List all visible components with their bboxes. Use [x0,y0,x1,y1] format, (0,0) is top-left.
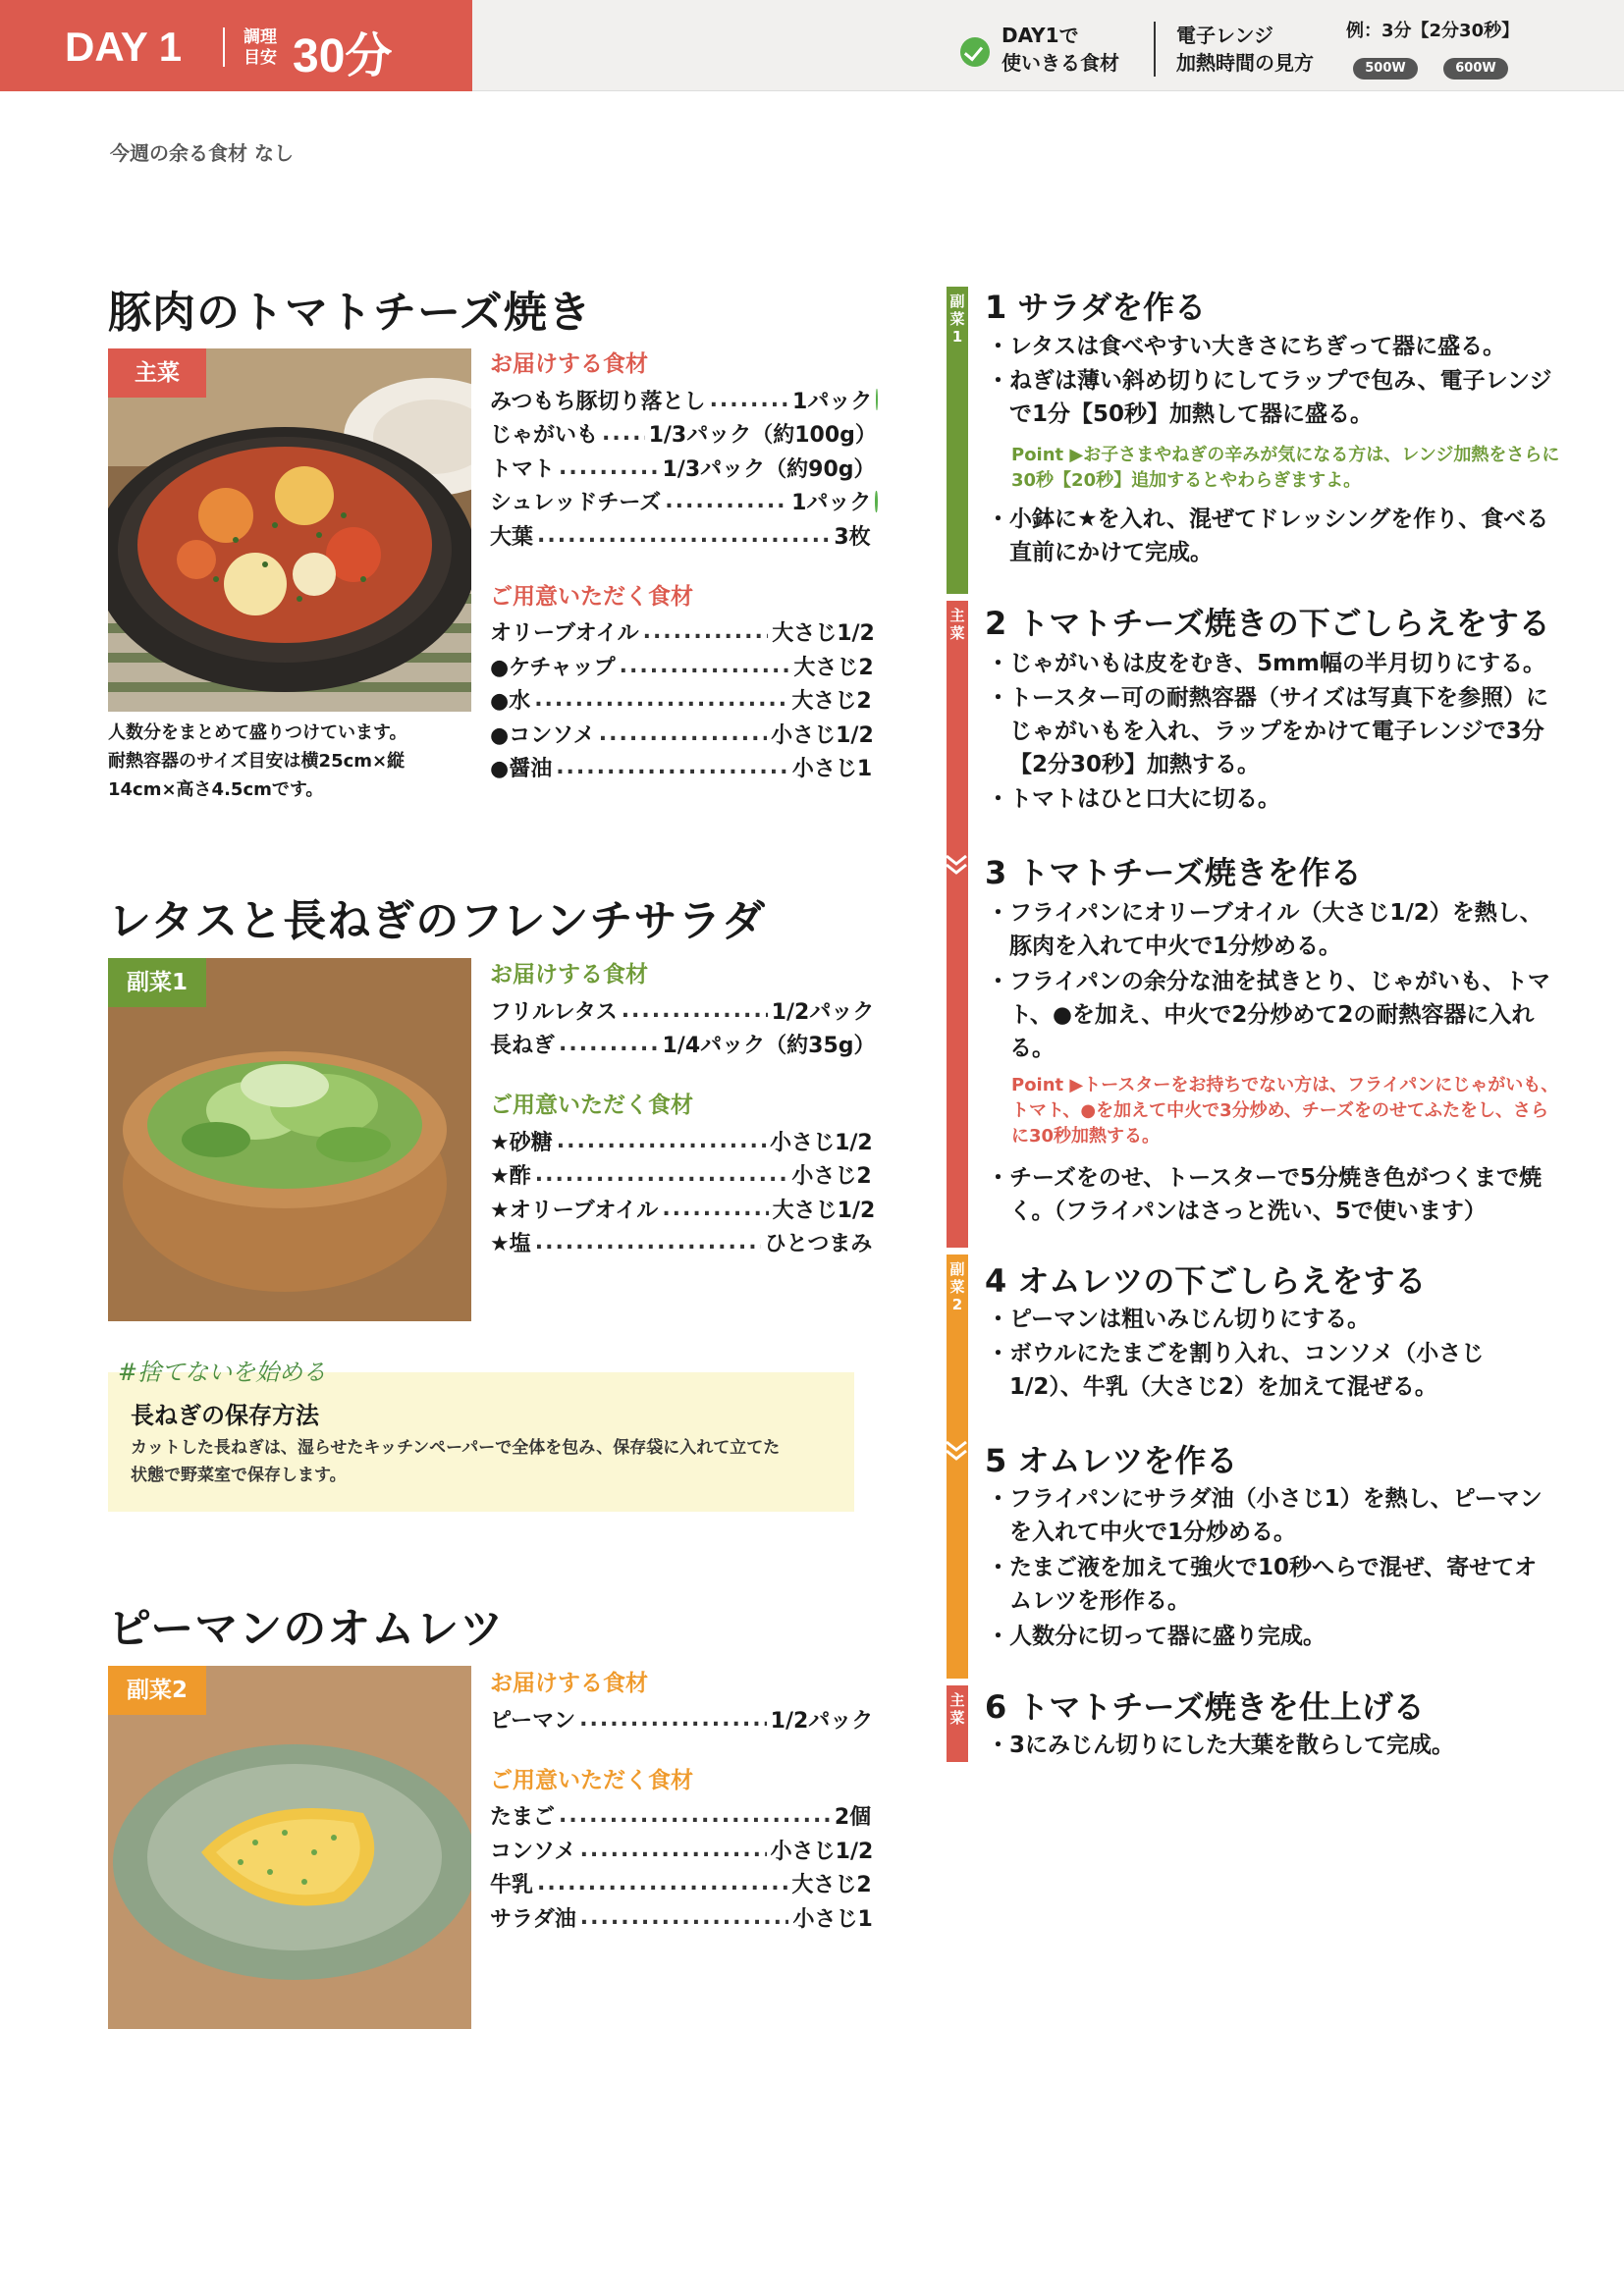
page-header [0,0,1624,91]
step-bullet: ・ レタスは食べやすい大きさにちぎって器に盛る。 [987,334,1506,359]
step-title: 6 トマトチーズ焼きを仕上げる [985,1688,1425,1726]
step-bullet: ・ フライパンにオリーブオイル（大さじ1/2）を熱し、豚肉を入れて中火で1分炒める。 [987,900,1543,959]
ingredient-row: シュレッドチーズ ..... 1パック [490,485,878,519]
leftover-ingredients: 今週の余る食材 なし [110,141,294,165]
ingredient-row: ★塩 ..... ひとつまみ [490,1226,878,1260]
ingredients-list [490,1665,878,1935]
ingredient-row: ●コンソメ ..... 小さじ1/2 [490,717,878,751]
ingredient-row: ●ケチャップ ..... 大さじ2 [490,649,878,683]
bar-label: 主菜 [949,1691,965,1727]
cook-time-label: 調理 目安 [244,27,277,68]
step-point: Point ▶お子さまやねぎの辛みが気になる方は、レンジ加熱をさらに30秒【20秒】追加するとやわらぎますよ。 [1011,445,1560,491]
ingredient-row: たまご ..... 2個 [490,1799,878,1834]
divider [1154,22,1156,77]
ingredient-row: フリルレタス ..... 1/2パック [490,993,878,1028]
bar-label: 副菜1 [949,293,965,346]
ingredient-row: みつもち豚切り落とし ..... 1パック [490,383,878,417]
caption-line: 14cm×高さ4.5cmです。 [108,779,324,800]
category-tag: 副菜2 [108,1666,206,1715]
timeline-bar [947,1685,968,1762]
category-tag: 主菜 [108,348,206,398]
timeline-bar [947,287,968,594]
recipe-title: ピーマンのオムレツ [108,1604,505,1654]
check-icon [875,491,878,512]
check-icon [876,389,878,410]
prepare-heading: ご用意いただく食材 [490,583,693,610]
microwave-label-1: 電子レンジ [1176,24,1273,47]
step-bullet: ・ 人数分に切って器に盛り完成。 [987,1624,1326,1649]
ingredient-row: コンソメ ..... 小さじ1/2 [490,1833,878,1867]
step-bullet: ・ ねぎは薄い斜め切りにしてラップで包み、電子レンジで1分【50秒】加熱して器に盛る。 [987,368,1552,427]
check-icon [960,37,990,67]
tip-hashtag: #捨てないを始める [118,1359,327,1386]
food-photo-icon [108,348,471,712]
food-photo-icon [108,1666,471,2029]
use-all-label-1: DAY1で [1001,24,1079,47]
recipe-title: レタスと長ねぎのフレンチサラダ [108,896,766,946]
step-bullet: ・ フライパンにサラダ油（小さじ1）を熱し、ピーマンを入れて中火で1分炒める。 [987,1486,1543,1545]
step-bullet: ・ じゃがいもは皮をむき、5mm幅の半月切りにする。 [987,651,1546,676]
chevron-down-icon [944,1438,969,1464]
ingredient-row: ★砂糖 ..... 小さじ1/2 [490,1124,878,1158]
tip-body [131,1434,842,1489]
ingredient-row: ★酢 ..... 小さじ2 [490,1158,878,1193]
ingredient-row: 大葉 ..... 3枚 [490,518,878,553]
deliver-heading: お届けする食材 [490,1671,648,1696]
tip-line: カットした長ねぎは、湿らせたキッチンペーパーで全体を包み、保存袋に入れて立てた [131,1438,781,1458]
ingredient-row: オリーブオイル ..... 大さじ1/2 [490,615,878,650]
step-bullet: ・ 小鉢に★を入れ、混ぜてドレッシングを作り、食べる直前にかけて完成。 [987,507,1549,565]
step-bullet: ・ トースター可の耐熱容器（サイズは写真下を参照）にじゃがいもを入れ、ラップをかけて電子レンジで3分【2分30秒】加熱する。 [987,685,1549,777]
step-bullet: ・ ピーマンは粗いみじん切りにする。 [987,1307,1371,1332]
prepare-heading: ご用意いただく食材 [490,1767,693,1793]
step-title: 3 トマトチーズ焼きを作る [985,854,1362,891]
ingredient-row: サラダ油 ..... 小さじ1 [490,1900,878,1935]
tip-title: 長ねぎの保存方法 [131,1402,319,1429]
caption-line: 人数分をまとめて盛りつけています。 [108,722,407,743]
cook-time-value: 30分 [293,30,393,82]
recipe-photo [108,1666,471,2029]
ingredients-list [490,956,878,1259]
chevron-down-icon [944,852,969,878]
divider [223,27,225,67]
deliver-heading: お届けする食材 [490,962,648,988]
step-title: 2 トマトチーズ焼きの下ごしらえをする [985,605,1550,642]
use-all-label-2: 使いきる食材 [1001,51,1119,75]
step-bullet: ・ チーズをのせ、トースターで5分焼き色がつくまで焼く。（フライパンはさっと洗い、5で使います） [987,1165,1543,1224]
watt-500-badge: 500W [1353,58,1418,80]
day-banner [0,0,472,91]
timeline-bar [947,1255,968,1679]
ingredients-list [490,346,878,784]
watt-600-badge: 600W [1443,58,1508,80]
step-bullet: ・ ボウルにたまごを割り入れ、コンソメ（小さじ1/2）、牛乳（大さじ2）を加えて混ぜる。 [987,1341,1485,1400]
recipe-photo [108,958,471,1321]
step-bullet: ・ トマトはひと口大に切る。 [987,786,1280,812]
deliver-heading: お届けする食材 [490,351,648,377]
step-point: Point ▶トースターをお持ちでない方は、フライパンにじゃがいも、トマト、●を加えて中火で3分炒め、チーズをのせてふたをし、さらに30秒加熱する。 [1011,1075,1559,1147]
step-bullet: ・ たまご液を加えて強火で10秒へらで混ぜ、寄せてオムレツを形作る。 [987,1555,1538,1614]
timeline-bar [947,601,968,1248]
ingredient-row: ★オリーブオイル ..... 大さじ1/2 [490,1192,878,1226]
ingredient-row: ●醤油 ..... 小さじ1 [490,751,878,785]
step-bullet: ・ 3にみじん切りにした大葉を散らして完成。 [987,1733,1455,1758]
food-photo-icon [108,958,471,1321]
bar-label: 主菜 [949,607,965,642]
ingredient-row: じゃがいも ..... 1/3パック（約100g） [490,417,878,452]
step-title: 5 オムレツを作る [985,1442,1238,1479]
bar-label: 副菜2 [949,1260,965,1313]
tip-line: 状態で野菜室で保存します。 [131,1466,347,1485]
microwave-example: 例：3分【2分30秒】 [1346,21,1520,41]
category-tag: 副菜1 [108,958,206,1007]
ingredient-row: 牛乳 ..... 大さじ2 [490,1867,878,1901]
ingredient-row: ピーマン ..... 1/2パック [490,1702,878,1736]
ingredient-row: ●水 ..... 大さじ2 [490,683,878,718]
recipe-title: 豚肉のトマトチーズ焼き [108,288,592,338]
caption-line: 耐熱容器のサイズ目安は横25cm×縦 [108,751,406,772]
day-label: DAY 1 [65,24,183,70]
step-title: 1 サラダを作る [985,289,1207,326]
step-bullet: ・ フライパンの余分な油を拭きとり、じゃがいも、トマト、●を加え、中火で2分炒めて2の耐熱容器に入れる。 [987,969,1550,1061]
microwave-label-2: 加熱時間の見方 [1176,51,1314,75]
step-title: 4 オムレツの下ごしらえをする [985,1262,1427,1300]
prepare-heading: ご用意いただく食材 [490,1093,693,1118]
recipe-photo [108,348,471,712]
ingredient-row: 長ねぎ ..... 1/4パック（約35g） [490,1028,878,1062]
ingredient-row: トマト ..... 1/3パック（約90g） [490,451,878,485]
photo-caption [108,719,407,804]
